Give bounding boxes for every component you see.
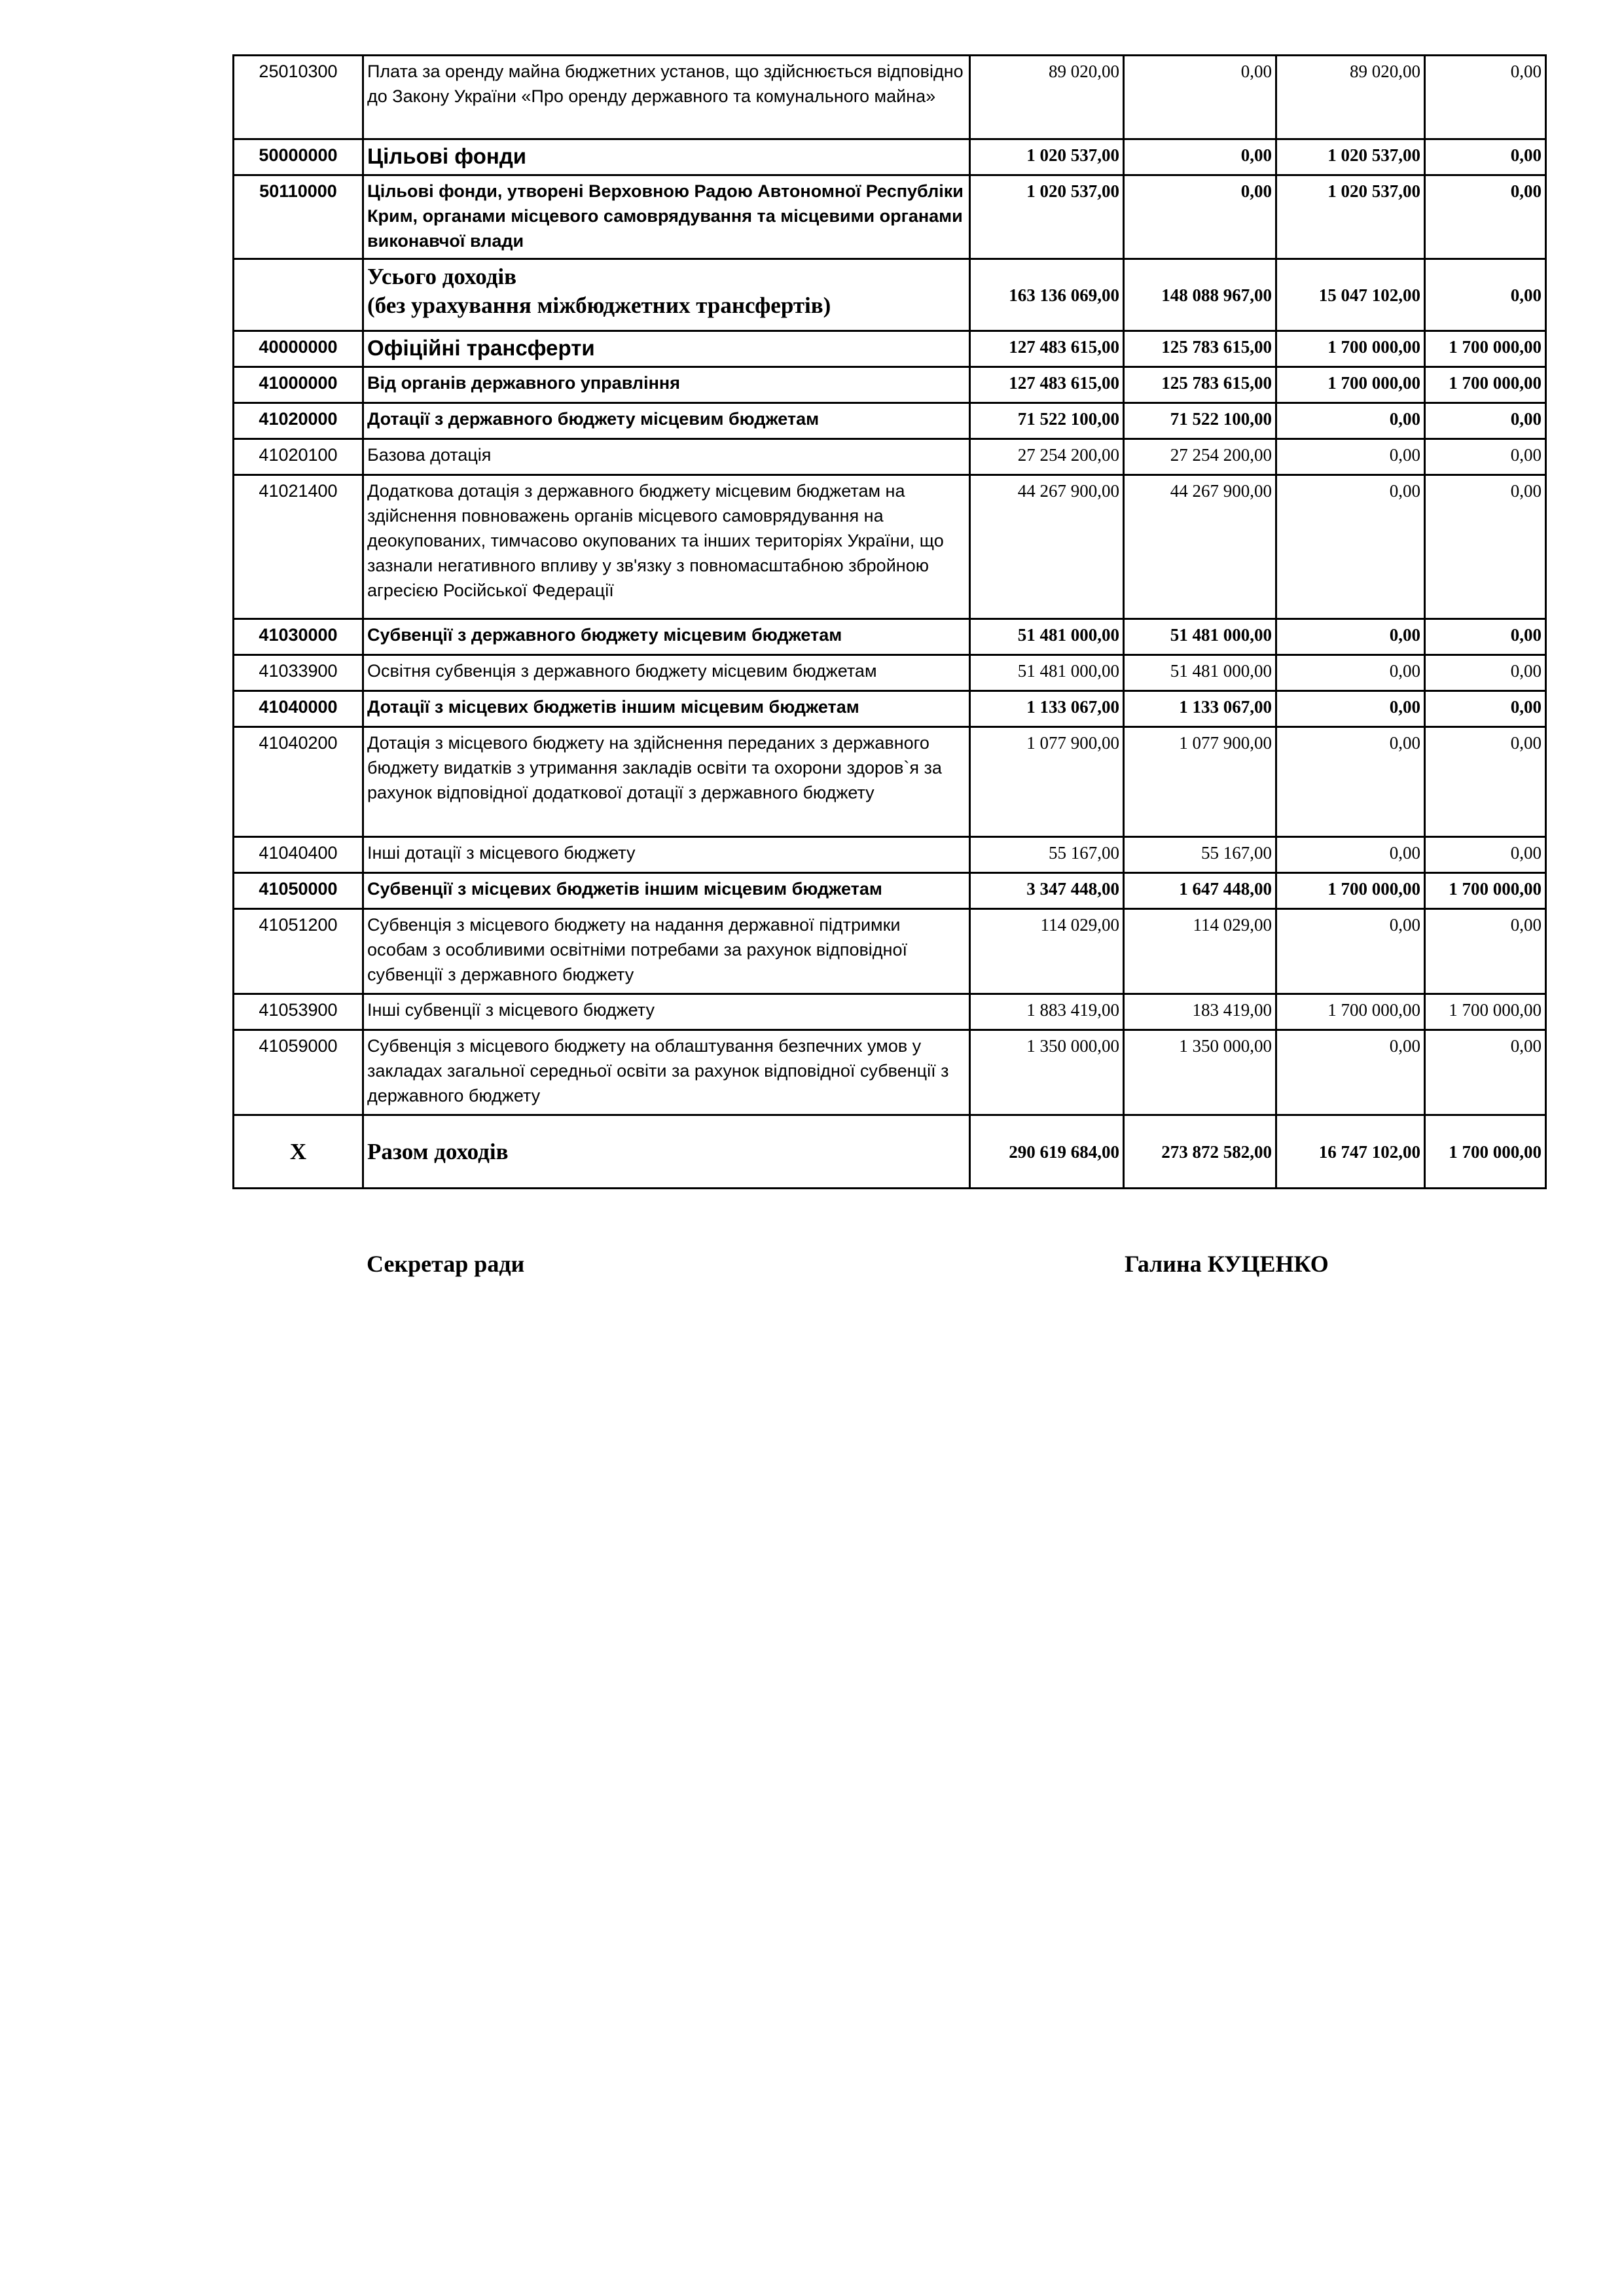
row-name: Освітня субвенція з державного бюджету місцевим бюджетам [363, 655, 970, 691]
row-special: 1 700 000,00 [1276, 994, 1425, 1030]
row-special: 1 020 537,00 [1276, 175, 1425, 259]
row-special: 0,00 [1276, 837, 1425, 873]
table-row [234, 994, 1546, 1030]
row-special: 0,00 [1276, 655, 1425, 691]
row-special: 0,00 [1276, 909, 1425, 994]
table-row [234, 175, 1546, 259]
row-total: 51 481 000,00 [970, 655, 1124, 691]
row-name: Офіційні трансферти [363, 331, 970, 367]
row-total: 71 522 100,00 [970, 403, 1124, 439]
row-name: Дотації з державного бюджету місцевим бюджетам [363, 403, 970, 439]
signature-position: Секретар ради [367, 1251, 525, 1277]
row-name: Субвенція з місцевого бюджету на облаштування безпечних умов у закладах загальної середньої освіти за рахунок відповідної субвенції з державного бюджету [363, 1030, 970, 1115]
row-total: 290 619 684,00 [970, 1115, 1124, 1189]
revenue-table [232, 54, 1547, 1189]
table-row [234, 1030, 1546, 1115]
row-development: 0,00 [1425, 619, 1546, 655]
table-row [234, 403, 1546, 439]
row-total: 44 267 900,00 [970, 475, 1124, 619]
table-row [234, 367, 1546, 403]
row-name: Усього доходів (без урахування міжбюджетних трансфертів) [363, 259, 970, 331]
row-general: 125 783 615,00 [1124, 367, 1276, 403]
row-general: 1 647 448,00 [1124, 873, 1276, 909]
row-code: 41040400 [234, 837, 363, 873]
row-special: 1 700 000,00 [1276, 367, 1425, 403]
row-development: 1 700 000,00 [1425, 1115, 1546, 1189]
row-name: Від органів державного управління [363, 367, 970, 403]
row-code: 41020100 [234, 439, 363, 475]
row-special: 1 020 537,00 [1276, 139, 1425, 175]
table-row [234, 259, 1546, 331]
row-development: 1 700 000,00 [1425, 873, 1546, 909]
table-row [234, 909, 1546, 994]
row-total: 127 483 615,00 [970, 367, 1124, 403]
row-code: 50110000 [234, 175, 363, 259]
row-code: 41020000 [234, 403, 363, 439]
row-code: 41059000 [234, 1030, 363, 1115]
row-special: 0,00 [1276, 691, 1425, 727]
row-code: 41021400 [234, 475, 363, 619]
row-name: Дотації з місцевих бюджетів іншим місцевим бюджетам [363, 691, 970, 727]
row-general: 1 350 000,00 [1124, 1030, 1276, 1115]
table-row [234, 139, 1546, 175]
row-name: Дотація з місцевого бюджету на здійснення переданих з державного бюджету видатків з утримання закладів освіти та охорони здоров`я за рахунок відповідної додаткової дотації з державного бюджету [363, 727, 970, 837]
row-total: 27 254 200,00 [970, 439, 1124, 475]
row-development: 0,00 [1425, 837, 1546, 873]
row-development: 1 700 000,00 [1425, 367, 1546, 403]
table-row [234, 475, 1546, 619]
row-code: 41053900 [234, 994, 363, 1030]
row-total: 1 020 537,00 [970, 175, 1124, 259]
row-code: 41040200 [234, 727, 363, 837]
row-special: 16 747 102,00 [1276, 1115, 1425, 1189]
row-general: 71 522 100,00 [1124, 403, 1276, 439]
table-row [234, 655, 1546, 691]
row-total: 55 167,00 [970, 837, 1124, 873]
row-general: 44 267 900,00 [1124, 475, 1276, 619]
row-development: 0,00 [1425, 175, 1546, 259]
row-special: 89 020,00 [1276, 56, 1425, 139]
row-total: 1 883 419,00 [970, 994, 1124, 1030]
row-development: 1 700 000,00 [1425, 994, 1546, 1030]
row-name: Цільові фонди, утворені Верховною Радою Автономної Республіки Крим, органами місцевого самоврядування та місцевими органами виконавчої влади [363, 175, 970, 259]
row-name: Плата за оренду майна бюджетних установ, що здійснюється відповідно до Закону України «Про оренду державного та комунального майна» [363, 56, 970, 139]
row-total: 127 483 615,00 [970, 331, 1124, 367]
row-total: 1 020 537,00 [970, 139, 1124, 175]
row-general: 0,00 [1124, 175, 1276, 259]
row-code: 41000000 [234, 367, 363, 403]
row-development: 0,00 [1425, 56, 1546, 139]
row-development: 0,00 [1425, 403, 1546, 439]
row-code: 50000000 [234, 139, 363, 175]
row-total: 114 029,00 [970, 909, 1124, 994]
row-general: 0,00 [1124, 56, 1276, 139]
row-development: 0,00 [1425, 1030, 1546, 1115]
row-general: 114 029,00 [1124, 909, 1276, 994]
row-total: 3 347 448,00 [970, 873, 1124, 909]
row-code [234, 259, 363, 331]
row-total: 1 133 067,00 [970, 691, 1124, 727]
row-general: 183 419,00 [1124, 994, 1276, 1030]
row-code: 40000000 [234, 331, 363, 367]
row-code: 25010300 [234, 56, 363, 139]
row-general: 1 077 900,00 [1124, 727, 1276, 837]
row-special: 0,00 [1276, 403, 1425, 439]
row-general: 51 481 000,00 [1124, 619, 1276, 655]
table-row [234, 837, 1546, 873]
row-development: 0,00 [1425, 259, 1546, 331]
table-row [234, 439, 1546, 475]
row-name: Субвенції з місцевих бюджетів іншим місцевим бюджетам [363, 873, 970, 909]
row-general: 27 254 200,00 [1124, 439, 1276, 475]
row-total: 51 481 000,00 [970, 619, 1124, 655]
row-name: Цільові фонди [363, 139, 970, 175]
signature-name: Галина КУЦЕНКО [1125, 1251, 1329, 1277]
table-row [234, 331, 1546, 367]
row-general: 51 481 000,00 [1124, 655, 1276, 691]
table-row-total [234, 1115, 1546, 1189]
row-total: 163 136 069,00 [970, 259, 1124, 331]
row-special: 0,00 [1276, 619, 1425, 655]
row-development: 0,00 [1425, 655, 1546, 691]
row-code: 41033900 [234, 655, 363, 691]
row-general: 148 088 967,00 [1124, 259, 1276, 331]
budget-sheet [232, 54, 1547, 1189]
row-general: 0,00 [1124, 139, 1276, 175]
row-development: 0,00 [1425, 439, 1546, 475]
row-name: Додаткова дотація з державного бюджету місцевим бюджетам на здійснення повноважень органів місцевого самоврядування на деокупованих, тимчасово окупованих та інших територіях України, що зазнали негативного впливу у зв'язку з повномасштабною збройною агресією Російської Федерації [363, 475, 970, 619]
row-special: 0,00 [1276, 475, 1425, 619]
row-special: 1 700 000,00 [1276, 873, 1425, 909]
row-development: 0,00 [1425, 727, 1546, 837]
row-code: 41030000 [234, 619, 363, 655]
row-special: 0,00 [1276, 439, 1425, 475]
table-row [234, 619, 1546, 655]
table-row [234, 56, 1546, 139]
table-row [234, 727, 1546, 837]
row-total: 1 077 900,00 [970, 727, 1124, 837]
row-general: 55 167,00 [1124, 837, 1276, 873]
row-name: Інші субвенції з місцевого бюджету [363, 994, 970, 1030]
row-code: 41040000 [234, 691, 363, 727]
row-development: 0,00 [1425, 691, 1546, 727]
row-total: 1 350 000,00 [970, 1030, 1124, 1115]
table-row [234, 873, 1546, 909]
row-code: 41051200 [234, 909, 363, 994]
row-special: 0,00 [1276, 727, 1425, 837]
row-general: 273 872 582,00 [1124, 1115, 1276, 1189]
row-development: 0,00 [1425, 909, 1546, 994]
row-development: 0,00 [1425, 139, 1546, 175]
row-code: Х [234, 1115, 363, 1189]
row-general: 1 133 067,00 [1124, 691, 1276, 727]
row-code: 41050000 [234, 873, 363, 909]
row-name: Разом доходів [363, 1115, 970, 1189]
row-name: Субвенція з місцевого бюджету на надання державної підтримки особам з особливими освітніми потребами за рахунок відповідної субвенції з державного бюджету [363, 909, 970, 994]
row-special: 0,00 [1276, 1030, 1425, 1115]
row-special: 1 700 000,00 [1276, 331, 1425, 367]
row-special: 15 047 102,00 [1276, 259, 1425, 331]
row-development: 0,00 [1425, 475, 1546, 619]
row-name: Субвенції з державного бюджету місцевим бюджетам [363, 619, 970, 655]
row-name: Інші дотації з місцевого бюджету [363, 837, 970, 873]
row-total: 89 020,00 [970, 56, 1124, 139]
row-development: 1 700 000,00 [1425, 331, 1546, 367]
row-name: Базова дотація [363, 439, 970, 475]
table-row [234, 691, 1546, 727]
row-general: 125 783 615,00 [1124, 331, 1276, 367]
